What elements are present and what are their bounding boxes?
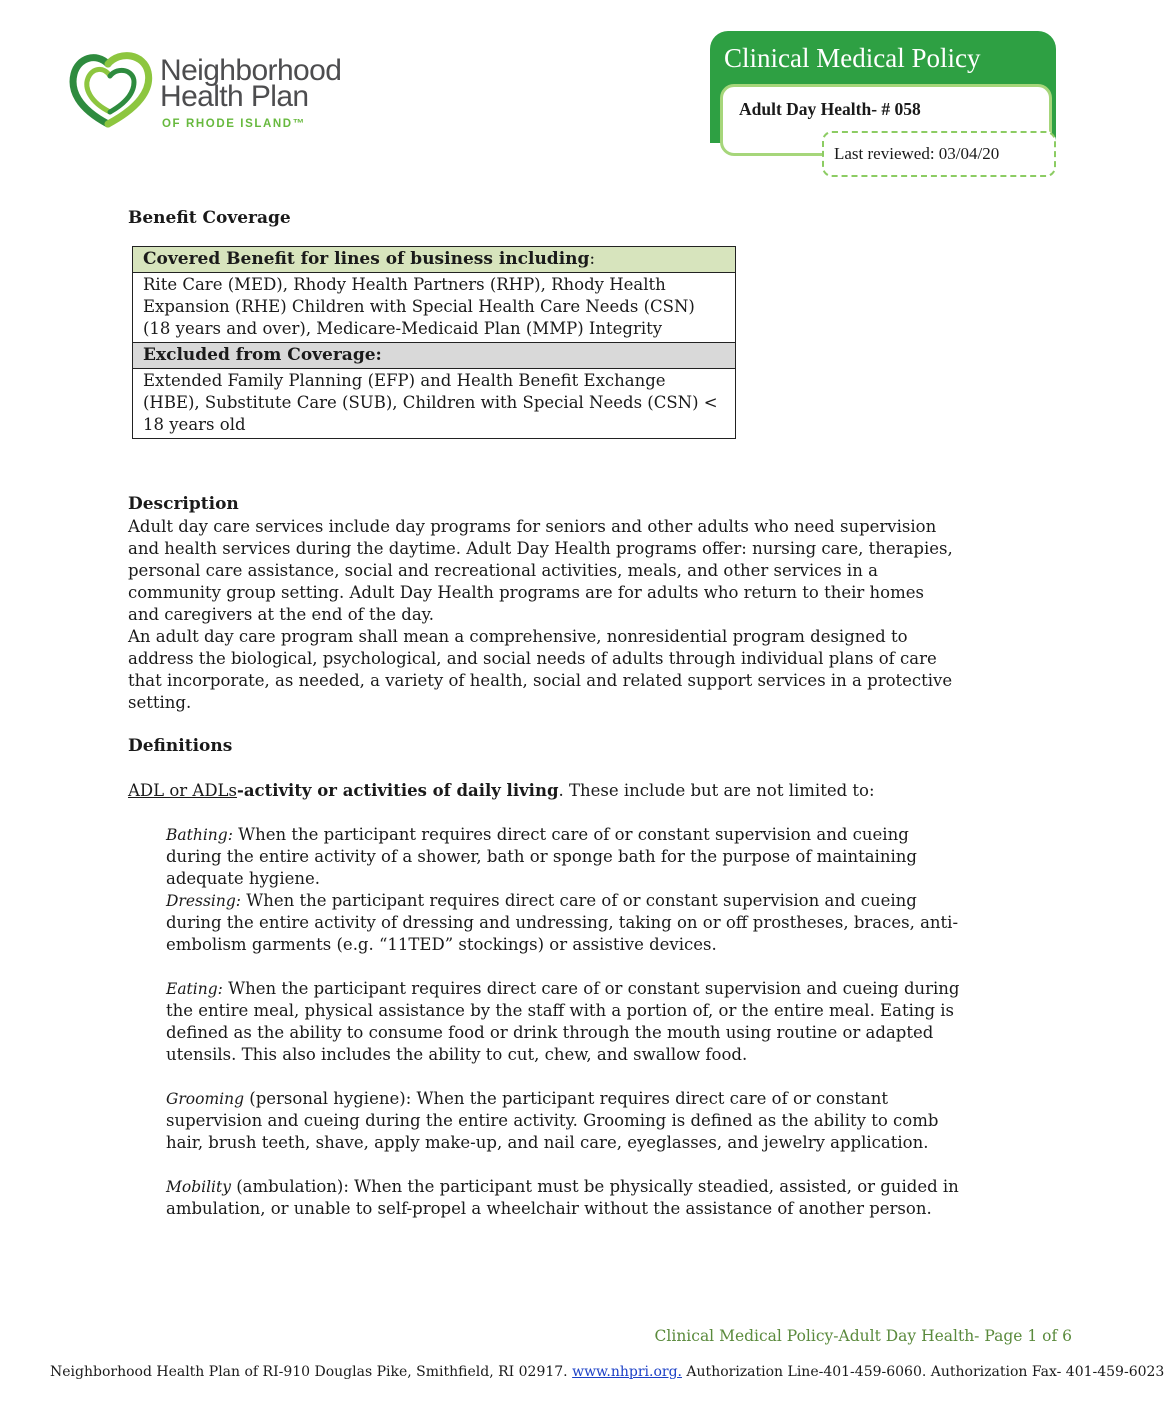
definition-qualifier: (ambulation): [230, 1177, 344, 1196]
covered-benefit-cell: Rite Care (MED), Rhody Health Partners (RHP), Rhody Health Expansion (RHE) Children with Special Health Care Needs (CSN) (18 years and over), Medicare-Medicaid Plan (MMP) Integrity: [133, 273, 736, 343]
definition-bathing: [166, 824, 966, 890]
covered-benefit-header: [133, 247, 736, 273]
definition-grooming: [166, 1088, 966, 1154]
definition-eating: [166, 978, 966, 1066]
logo-text-line1: Neighborhood: [160, 54, 342, 87]
covered-heading-text: Covered Benefit for lines of business including: [143, 249, 590, 269]
definitions-heading: Definitions: [128, 736, 233, 756]
excluded-header: Excluded from Coverage:: [133, 343, 736, 369]
definition-text: When the participant requires direct care of or constant supervision and cueing during the entire activity of dressing and undressing, taking on or off prostheses, braces, anti-embolism garments (e.g. “11TED” stockings) or assistive devices.: [166, 891, 959, 954]
policy-title: Clinical Medical Policy: [724, 43, 981, 73]
table-row: [133, 369, 736, 439]
adl-term: ADL or ADLs: [128, 781, 237, 800]
last-reviewed-box: [822, 131, 1056, 177]
description-heading: Description: [128, 494, 239, 514]
definition-text: : When the participant must be physically steadied, assisted, or guided in ambulation, or unable to self-propel a wheelchair without the assistance of another person.: [166, 1177, 959, 1218]
definition-text: : When the participant requires direct care of or constant supervision and cueing during the entire activity. Grooming is defined as the ability to comb hair, brush teeth, shave, apply make-up, and nail care, eyeglasses, and jewelry application.: [166, 1089, 939, 1152]
table-row: [133, 247, 736, 273]
benefit-coverage-heading: Benefit Coverage: [128, 208, 291, 228]
excluded-cell: Extended Family Planning (EFP) and Health Benefit Exchange (HBE), Substitute Care (SUB), Children with Special Needs (CSN) < 18 years old: [133, 369, 736, 439]
description-paragraph-2: An adult day care program shall mean a comprehensive, nonresidential program designed to address the biological, psychological, and social needs of adults through individual plans of care that incorporate, as needed, a variety of health, social and related support services in a protective setting.: [128, 627, 953, 712]
adl-definition: [128, 780, 958, 802]
footer-address-prefix: Neighborhood Health Plan of RI-910 Douglas Pike, Smithfield, RI 02917.: [50, 1364, 573, 1380]
definition-term: Dressing:: [166, 892, 242, 910]
definition-text: When the participant requires direct care of or constant supervision and cueing during the entire meal, physical assistance by the staff with a portion of, or the entire meal. Eating is defined as the ability to consume food or drink through the mouth using routine or adapted utensils. This also includes the ability to cut, chew, and swallow food.: [166, 979, 960, 1064]
adl-term-expansion: -activity or activities of daily living: [236, 781, 559, 800]
policy-number: Adult Day Health- # 058: [739, 99, 921, 119]
definition-dressing: [166, 890, 966, 956]
footer-address-suffix: Authorization Line-401-459-6060. Authorization Fax- 401-459-6023: [681, 1364, 1164, 1380]
covered-heading-colon: :: [589, 249, 596, 269]
description-paragraph-1: Adult day care services include day programs for seniors and other adults who need supervision and health services during the daytime. Adult Day Health programs offer: nursing care, therapies, personal care assistance, social and recreational activities, meals, and other services in a community group setting. Adult Day Health programs are for adults who return to their homes and caregivers at the end of the day.: [128, 517, 953, 624]
logo-text-line2: Health Plan: [160, 80, 309, 113]
website-link[interactable]: www.nhpri.org.: [572, 1364, 682, 1380]
table-row: [133, 273, 736, 343]
definition-mobility: [166, 1176, 966, 1220]
definition-qualifier: (personal hygiene): [244, 1089, 406, 1108]
definition-term: Eating:: [166, 980, 223, 998]
table-row: [133, 343, 736, 369]
coverage-table: [132, 246, 736, 439]
definition-text: When the participant requires direct care of or constant supervision and cueing during the entire activity of a shower, bath or sponge bath for the purpose of maintaining adequate hygiene.: [166, 825, 917, 888]
logo: [68, 50, 368, 134]
logo-heart-icon: [68, 50, 154, 130]
definition-term: Mobility: [166, 1178, 231, 1196]
footer-address: [50, 1364, 1164, 1380]
adl-intro: . These include but are not limited to:: [558, 781, 875, 800]
page-footer-label: Clinical Medical Policy-Adult Day Health- Page 1 of 6: [654, 1327, 1072, 1345]
definition-term: Grooming: [166, 1090, 245, 1108]
last-reviewed-date: Last reviewed: 03/04/20: [834, 144, 1000, 163]
definition-term: Bathing:: [166, 826, 233, 844]
logo-text-line3: OF RHODE ISLAND™: [162, 118, 306, 130]
